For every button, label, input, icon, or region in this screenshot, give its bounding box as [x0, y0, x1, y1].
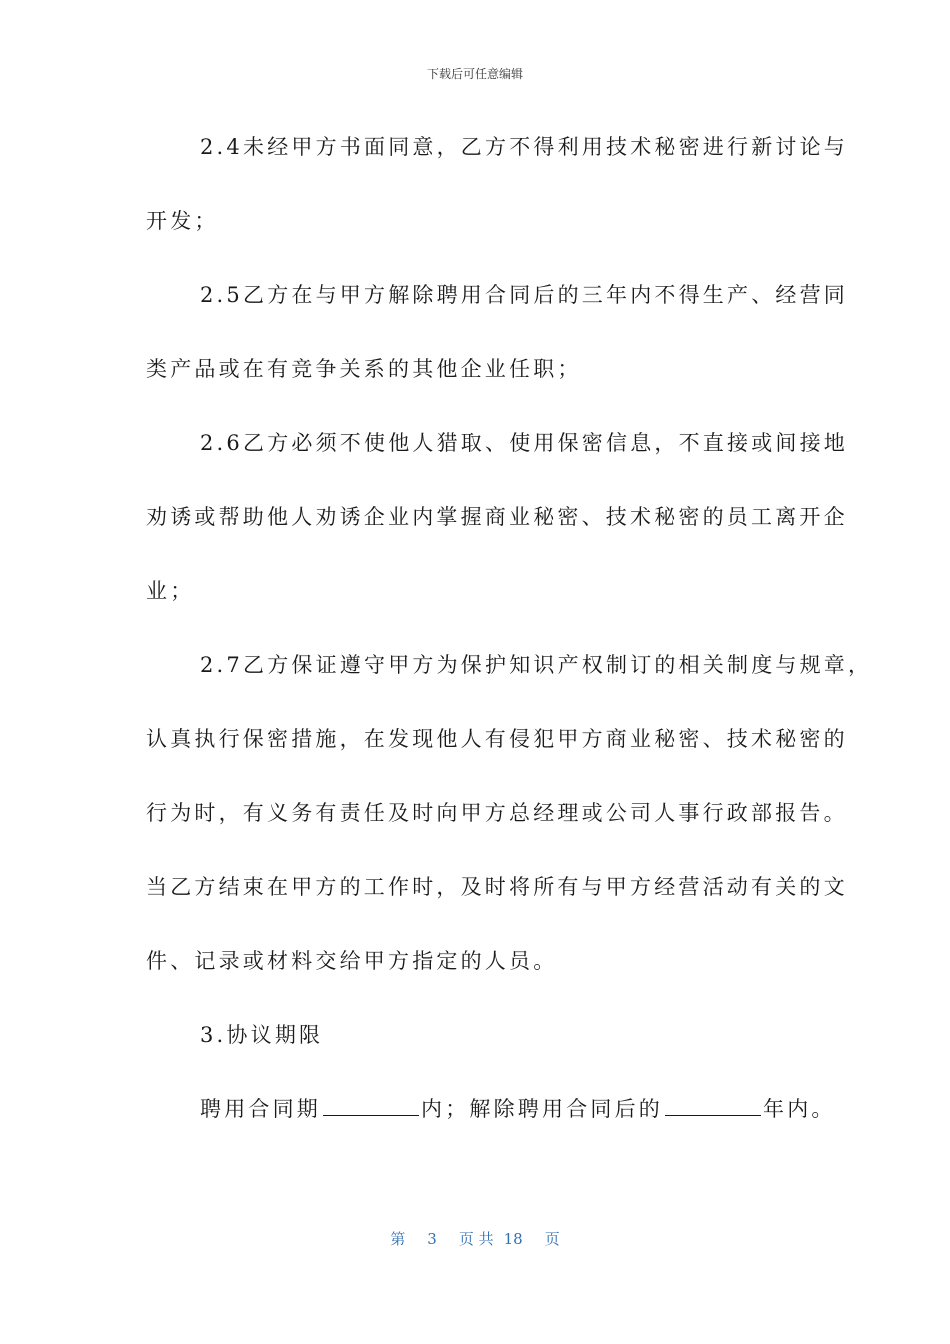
page-header: 下载后可任意编辑 — [426, 67, 523, 81]
section-heading: 3.协议期限 — [200, 1023, 324, 1047]
paragraph-line: 2.6乙方必须不使他人猎取、使用保密信息，不直接或间接地 — [200, 431, 848, 455]
fill-in-blank — [323, 1093, 419, 1116]
document-body — [146, 128, 873, 1164]
paragraph-line: 认真执行保密措施，在发现他人有侵犯甲方商业秘密、技术秘密的 — [146, 727, 848, 751]
footer-suffix: 页 — [544, 1230, 560, 1248]
paragraph-line: 件、记录或材料交给甲方指定的人员。 — [146, 949, 558, 973]
footer-prefix: 第 — [390, 1230, 406, 1248]
paragraph-line: 2.7乙方保证遵守甲方为保护知识产权制订的相关制度与规章， — [200, 653, 873, 677]
page-number: 3 — [427, 1230, 437, 1248]
term-text-3: 年内。 — [763, 1097, 836, 1121]
total-pages: 18 — [503, 1230, 523, 1248]
term-text-2: 内；解除聘用合同后的 — [421, 1097, 663, 1121]
footer-mid: 页 共 — [458, 1230, 494, 1248]
paragraph-line: 业； — [146, 579, 195, 603]
fill-in-blank — [665, 1093, 761, 1116]
paragraph-line: 当乙方结束在甲方的工作时，及时将所有与甲方经营活动有关的文 — [146, 875, 848, 899]
paragraph-line: 2.4未经甲方书面同意，乙方不得利用技术秘密进行新讨论与 — [200, 135, 848, 159]
term-line — [146, 1090, 836, 1164]
page-footer — [0, 1230, 950, 1248]
paragraph-line: 劝诱或帮助他人劝诱企业内掌握商业秘密、技术秘密的员工离开企 — [146, 505, 848, 529]
paragraph-line: 开发； — [146, 209, 219, 233]
paragraph-line: 行为时，有义务有责任及时向甲方总经理或公司人事行政部报告。 — [146, 801, 848, 825]
paragraph-line: 类产品或在有竞争关系的其他企业任职； — [146, 357, 582, 381]
term-text-1: 聘用合同期 — [200, 1097, 321, 1121]
paragraph-line: 2.5乙方在与甲方解除聘用合同后的三年内不得生产、经营同 — [200, 283, 848, 307]
